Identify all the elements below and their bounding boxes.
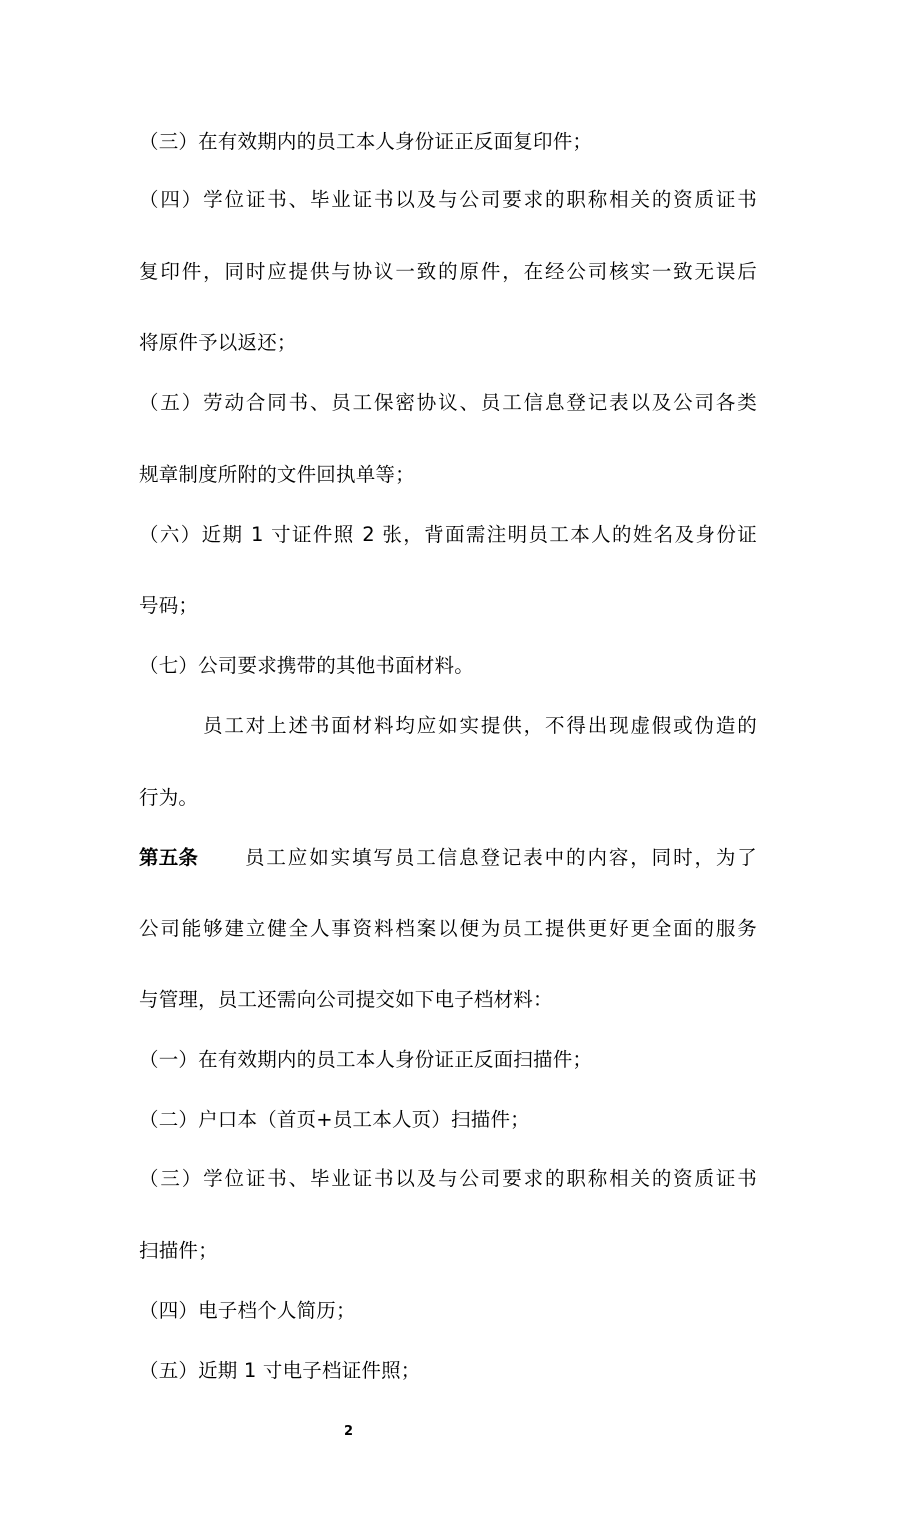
text-line: 行为。 <box>139 786 199 809</box>
article-label: 第五条 <box>139 846 199 869</box>
text-line: （四）学位证书、毕业证书以及与公司要求的职称相关的资质证书 <box>139 188 757 211</box>
text-line: 号码； <box>139 594 199 617</box>
text-line: （五）劳动合同书、员工保密协议、员工信息登记表以及公司各类 <box>139 391 757 414</box>
text-line: （五）近期 1 寸电子档证件照； <box>139 1359 421 1382</box>
article-line <box>139 846 757 870</box>
text-line: 规章制度所附的文件回执单等； <box>139 463 415 486</box>
text-line: （三）在有效期内的员工本人身份证正反面复印件； <box>139 130 593 153</box>
text-line: 扫描件； <box>139 1239 218 1262</box>
text-line: 员工对上述书面材料均应如实提供，不得出现虚假或伪造的 <box>203 714 757 737</box>
page-number: 2 <box>343 1424 354 1439</box>
text-line: （七）公司要求携带的其他书面材料。 <box>139 654 474 677</box>
article-text: 员工应如实填写员工信息登记表中的内容，同时，为了 <box>245 846 757 869</box>
text-line: （二）户口本（首页+员工本人页）扫描件； <box>139 1108 530 1131</box>
text-line: （六）近期 1 寸证件照 2 张，背面需注明员工本人的姓名及身份证 <box>139 523 757 546</box>
text-line: （一）在有效期内的员工本人身份证正反面扫描件； <box>139 1048 593 1071</box>
text-line: 将原件予以返还； <box>139 331 297 354</box>
text-line: （三）学位证书、毕业证书以及与公司要求的职称相关的资质证书 <box>139 1167 757 1190</box>
text-line: 与管理，员工还需向公司提交如下电子档材料： <box>139 988 553 1011</box>
text-line: （四）电子档个人简历； <box>139 1299 356 1322</box>
text-line: 公司能够建立健全人事资料档案以便为员工提供更好更全面的服务 <box>139 917 757 940</box>
text-line: 复印件，同时应提供与协议一致的原件，在经公司核实一致无误后 <box>139 260 757 283</box>
